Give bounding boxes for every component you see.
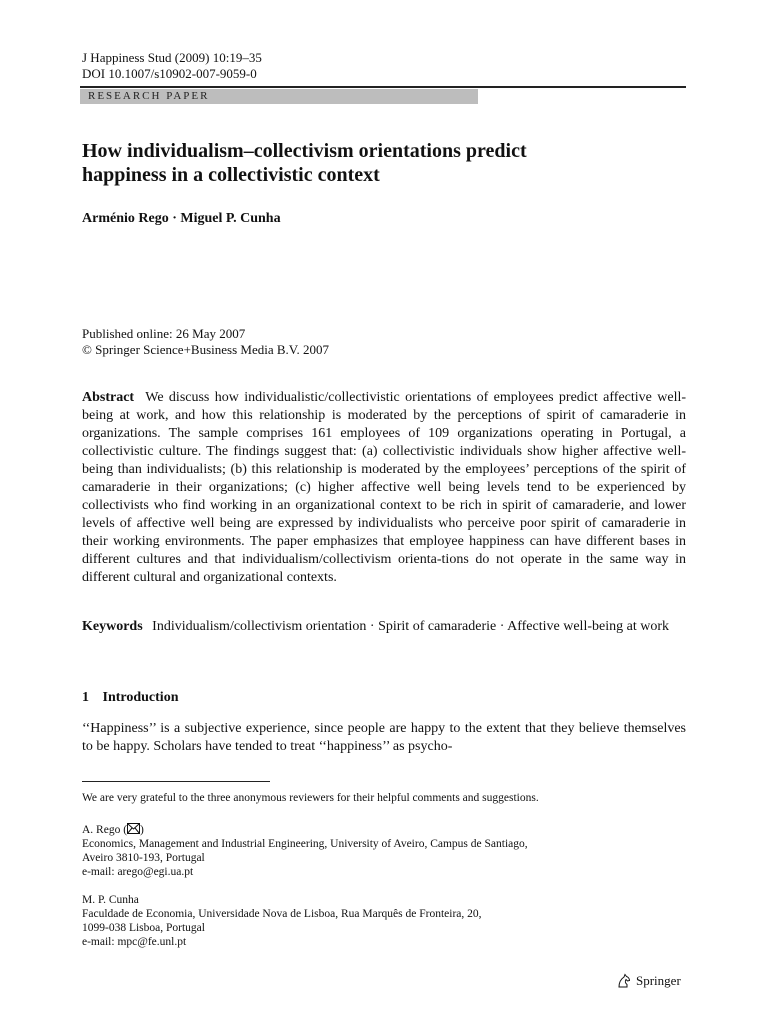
journal-citation <box>82 50 262 82</box>
author-1-name: A. Rego ( <box>82 824 128 836</box>
section-title: Introduction <box>102 690 179 705</box>
section-number: 1 <box>82 690 89 705</box>
article-type-banner <box>80 89 478 104</box>
author-1-name-line <box>82 823 686 837</box>
footnote-rule <box>82 781 270 782</box>
section-heading <box>82 689 178 707</box>
author-2-city: 1099-038 Lisboa, Portugal <box>82 922 205 934</box>
author-1-city: Aveiro 3810-193, Portugal <box>82 852 205 864</box>
abstract-text: We discuss how individualistic/collectivistic orientations of employees predict affective well-being at work, and how this relationship is moderated by the perceptions of spirit of camaraderie in organizations. The sample comprises 161 employees of 109 organizations operating in Portugal, a collectivistic culture. The findings suggest that: (a) collectivistic individuals show higher affective well-being than individualists; (b) this relationship is moderated by the employees’ perceptions of the spirit of camaraderie in their organizations; (c) higher affective well being levels tend to be experienced by collectivists who find working in an organizational context to be rich in spirit of camaraderie, and lower levels of affective well being are expressed by individualists who perceive poor spirit of camaraderie in their working environments. The paper emphasizes that employee happiness can have different bases in different cultures and that individualism/collectivism orienta-tions do not operate in the same way in different cultural and organizational contexts. <box>82 390 687 585</box>
keywords <box>82 618 686 636</box>
publisher-logo <box>616 973 681 989</box>
acknowledgement: We are very grateful to the three anonymous reviewers for their helpful comments and suggestions. <box>82 792 539 804</box>
title-line-2: happiness in a collectivistic context <box>82 164 380 186</box>
author-list: Arménio Rego · Miguel P. Cunha <box>82 211 281 226</box>
header-rule <box>80 86 686 88</box>
author-1-email[interactable]: e-mail: arego@egi.ua.pt <box>82 866 194 878</box>
published-date: Published online: 26 May 2007 <box>82 326 246 341</box>
keywords-text: Individualism/collectivism orientation · Spirit of camaraderie · Affective well-being at work <box>152 619 669 634</box>
title-line-1: How individualism–collectivism orientations predict <box>82 140 527 162</box>
author-1-affiliation: Economics, Management and Industrial Engineering, University of Aveiro, Campus de Santiago, <box>82 838 528 850</box>
author-2-affiliation: Faculdade de Economia, Universidade Nova de Lisboa, Rua Marquês de Fronteira, 20, <box>82 908 482 920</box>
publication-info <box>82 326 329 358</box>
copyright-line: © Springer Science+Business Media B.V. 2007 <box>82 342 329 357</box>
abstract-label: Abstract <box>82 390 135 405</box>
publisher-name: Springer <box>636 973 681 988</box>
author-1-address <box>82 823 686 879</box>
doi-line: DOI 10.1007/s10902-007-9059-0 <box>82 66 257 81</box>
intro-paragraph: ‘‘Happiness’’ is a subjective experience, since people are happy to the extent that they believe themselves to be happy. Scholars have tended to treat ‘‘happiness’’ as psycho- <box>82 721 686 754</box>
article-type-label: RESEARCH PAPER <box>88 90 210 102</box>
keywords-label: Keywords <box>82 619 143 634</box>
article-title <box>82 139 682 187</box>
author-2-name: M. P. Cunha <box>82 894 139 906</box>
journal-line: J Happiness Stud (2009) 10:19–35 <box>82 50 262 65</box>
author-2-email[interactable]: e-mail: mpc@fe.unl.pt <box>82 936 187 948</box>
abstract <box>82 389 686 587</box>
author-2-address <box>82 893 686 949</box>
envelope-icon <box>127 823 140 834</box>
springer-horse-icon <box>616 973 632 989</box>
author-1-name-close: ) <box>140 824 144 836</box>
